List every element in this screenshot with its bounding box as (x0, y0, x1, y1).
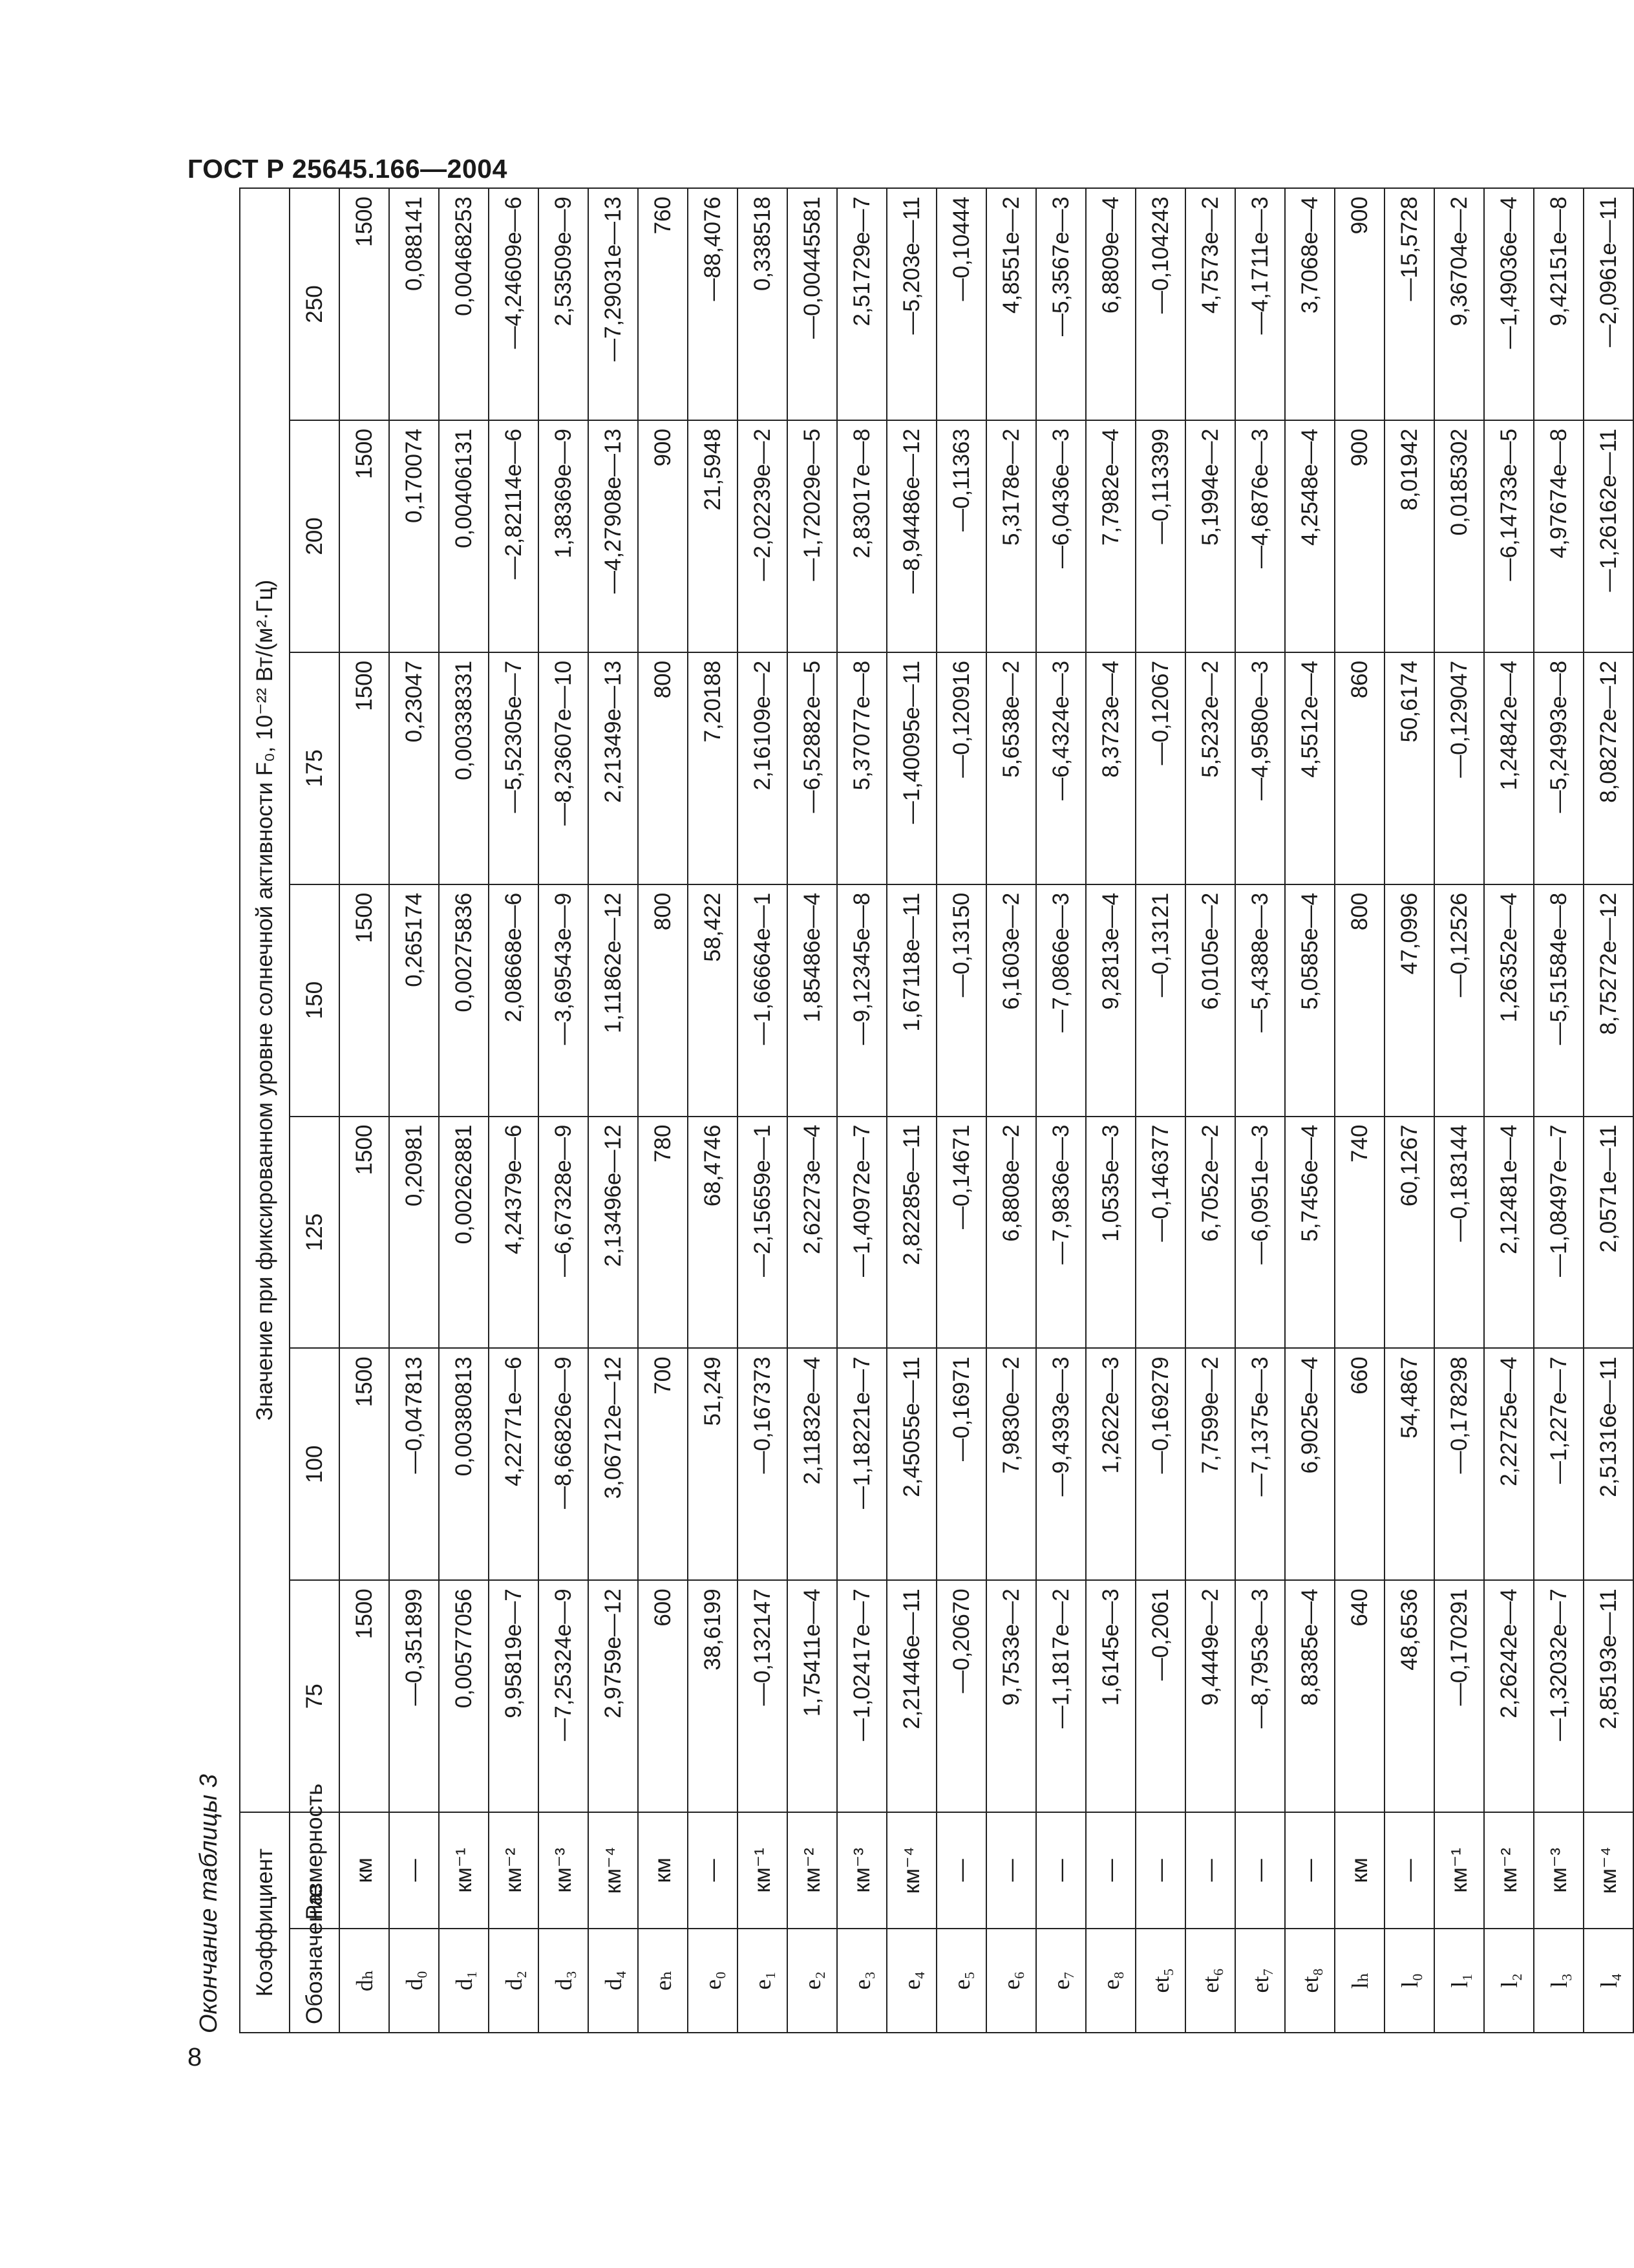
table-cell: 800 (1335, 884, 1385, 1117)
table-cell: 2,16109e—2 (737, 652, 787, 884)
table-cell: 9,36704e—2 (1434, 188, 1484, 420)
table-cell: —0,183144 (1434, 1117, 1484, 1349)
table-cell: 5,1994e—2 (1185, 420, 1235, 652)
table-cell: —9,12345e—8 (837, 884, 887, 1117)
coefficient-dimension: — (1036, 1812, 1086, 1928)
table-cell: 0,088141 (389, 188, 439, 420)
coefficient-dimension: — (1136, 1812, 1185, 1928)
table-cell: 0,338518 (737, 188, 787, 420)
table-cell: 2,82285e—11 (887, 1117, 937, 1349)
table-cell: 1500 (339, 188, 389, 420)
coefficient-dimension: км⁻² (787, 1812, 837, 1928)
table-cell: —6,14733e—5 (1484, 420, 1534, 652)
table-cell: 2,26242e—4 (1484, 1580, 1534, 1812)
table-cell: 1500 (339, 1580, 389, 1812)
coefficient-dimension: — (389, 1812, 439, 1928)
table-cell: 2,22725e—4 (1484, 1348, 1534, 1580)
table-row (937, 188, 986, 2033)
coefficient-symbol: d₄ (588, 1929, 638, 2033)
table-cell: 50,6174 (1385, 652, 1434, 884)
table-cell: —5,52305e—7 (489, 652, 538, 884)
values-group-header: Значение при фиксированном уровне солнечной активности F₀, 10⁻²² Вт/(м²·Гц) (240, 188, 290, 1812)
coefficient-symbol: e₂ (787, 1929, 837, 2033)
coefficient-dimension: км⁻¹ (1434, 1812, 1484, 1928)
table-cell: 9,95819e—7 (489, 1580, 538, 1812)
table-cell: —6,4324e—3 (1036, 652, 1086, 884)
rotated-table-block (187, 187, 1622, 2033)
table-cell: —1,32032e—7 (1534, 1580, 1584, 1812)
coefficient-dimension: — (688, 1812, 737, 1928)
coefficient-symbol: e₈ (1086, 1929, 1136, 2033)
table-cell: —8,7953e—3 (1235, 1580, 1285, 1812)
table-cell: 1,38369e—9 (538, 420, 588, 652)
table-cell: 8,01942 (1385, 420, 1434, 652)
table-row (389, 188, 439, 2033)
table-cell: —6,67328e—9 (538, 1117, 588, 1349)
coefficient-symbol: et₇ (1235, 1929, 1285, 2033)
table-cell: 1,0535e—3 (1086, 1117, 1136, 1349)
table-cell: 1,67118e—11 (887, 884, 937, 1117)
table-row (1584, 188, 1633, 2033)
table-row (787, 188, 837, 2033)
coefficient-dimension: км (1335, 1812, 1385, 1928)
table-cell: 2,85193e—11 (1584, 1580, 1633, 1812)
table-cell: —0,14671 (937, 1117, 986, 1349)
table-cell: 2,12481e—4 (1484, 1117, 1534, 1349)
table-cell: 7,20188 (688, 652, 737, 884)
coefficient-dimension: — (937, 1812, 986, 1928)
table-cell: —0,132147 (737, 1580, 787, 1812)
table-cell: —2,15659e—1 (737, 1117, 787, 1349)
table-cell: 2,0571e—11 (1584, 1117, 1633, 1349)
table-cell: 6,7052e—2 (1185, 1117, 1235, 1349)
table-cell: 6,8808e—2 (986, 1117, 1036, 1349)
coefficient-dimension: км⁻⁴ (887, 1812, 937, 1928)
table-cell: —0,146377 (1136, 1117, 1185, 1349)
table-row (1534, 188, 1584, 2033)
table-cell: 51,249 (688, 1348, 737, 1580)
table-row (1484, 188, 1534, 2033)
table-row (837, 188, 887, 2033)
table-cell: —88,4076 (688, 188, 737, 420)
document-header: ГОСТ Р 25645.166—2004 (187, 154, 507, 184)
table-cell: —1,1817e—2 (1036, 1580, 1086, 1812)
table-cell: 9,2813e—4 (1086, 884, 1136, 1117)
table-cell: —0,12067 (1136, 652, 1185, 884)
coefficient-symbol: e₆ (986, 1929, 1036, 2033)
coefficient-dimension: км⁻² (1484, 1812, 1534, 1928)
table-cell: 1,75411e—4 (787, 1580, 837, 1812)
table-cell: 3,7068e—4 (1285, 188, 1335, 420)
coefficient-dimension: км⁻³ (837, 1812, 887, 1928)
coefficients-table (239, 187, 1634, 2033)
level-header-150: 150 (290, 884, 339, 1117)
coefficient-symbol: lₕ (1335, 1929, 1385, 2033)
coefficient-symbol: l₃ (1534, 1929, 1584, 2033)
table-row (1235, 188, 1285, 2033)
table-cell: —1,40972e—7 (837, 1117, 887, 1349)
table-cell: —0,170291 (1434, 1580, 1484, 1812)
table-row (588, 188, 638, 2033)
table-cell: —0,104243 (1136, 188, 1185, 420)
table-cell: —8,66826e—9 (538, 1348, 588, 1580)
table-cell: —7,0866e—3 (1036, 884, 1086, 1117)
level-header-250: 250 (290, 188, 339, 420)
table-cell: 1,6145e—3 (1086, 1580, 1136, 1812)
coefficient-symbol: et₆ (1185, 1929, 1235, 2033)
table-cell: 8,3723e—4 (1086, 652, 1136, 884)
table-cell: 2,21446e—11 (887, 1580, 937, 1812)
table-cell: 900 (1335, 420, 1385, 652)
table-cell: 0,00262881 (439, 1117, 489, 1349)
table-cell: 700 (638, 1348, 688, 1580)
table-cell: —0,169279 (1136, 1348, 1185, 1580)
table-cell: 1500 (339, 1117, 389, 1349)
table-cell: 1,11862e—12 (588, 884, 638, 1117)
table-cell: —7,1375e—3 (1235, 1348, 1285, 1580)
table-cell: —8,23607e—10 (538, 652, 588, 884)
table-cell: 0,00577056 (439, 1580, 489, 1812)
coefficient-dimension: — (1385, 1812, 1434, 1928)
table-cell: —6,52882e—5 (787, 652, 837, 884)
level-header-125: 125 (290, 1117, 339, 1349)
table-cell: 800 (638, 884, 688, 1117)
table-cell: 4,24379e—6 (489, 1117, 538, 1349)
coefficient-symbol: l₁ (1434, 1929, 1484, 2033)
table-cell: —4,9580e—3 (1235, 652, 1285, 884)
table-cell: —1,227e—7 (1534, 1348, 1584, 1580)
table-cell: 7,9830e—2 (986, 1348, 1036, 1580)
table-cell: —1,72029e—5 (787, 420, 837, 652)
coefficient-dimension: км⁻⁴ (1584, 1812, 1633, 1928)
table-cell: —2,02239e—2 (737, 420, 787, 652)
table-cell: —0,10444 (937, 188, 986, 420)
table-cell: —0,129047 (1434, 652, 1484, 884)
coefficient-symbol: l₀ (1385, 1929, 1434, 2033)
table-cell: 58,422 (688, 884, 737, 1117)
table-cell: 740 (1335, 1117, 1385, 1349)
table-cell: 38,6199 (688, 1580, 737, 1812)
table-cell: —5,24993e—8 (1534, 652, 1584, 884)
table-cell: 600 (638, 1580, 688, 1812)
table-row (538, 188, 588, 2033)
table-cell: 0,00275836 (439, 884, 489, 1117)
table-cell: 900 (1335, 188, 1385, 420)
table-cell: —6,0436e—3 (1036, 420, 1086, 652)
table-cell: 4,97674e—8 (1534, 420, 1584, 652)
table-cell: 800 (638, 652, 688, 884)
coefficient-dimension: км⁻¹ (737, 1812, 787, 1928)
table-row (688, 188, 737, 2033)
table-cell: 2,21349e—13 (588, 652, 638, 884)
table-cell: 900 (638, 420, 688, 652)
table-cell: 860 (1335, 652, 1385, 884)
coefficient-group-header: Коэффициент (240, 1812, 290, 2033)
table-cell: 2,51729e—7 (837, 188, 887, 420)
table-cell: —3,69543e—9 (538, 884, 588, 1117)
table-cell: 8,8385e—4 (1285, 1580, 1335, 1812)
coefficient-dimension: — (1185, 1812, 1235, 1928)
table-row (339, 188, 389, 2033)
table-cell: —7,29031e—13 (588, 188, 638, 420)
table-cell: 7,7982e—4 (1086, 420, 1136, 652)
coefficient-dimension: — (1235, 1812, 1285, 1928)
table-cell: 2,51316e—11 (1584, 1348, 1633, 1580)
coefficient-symbol: d₀ (389, 1929, 439, 2033)
table-cell: —1,02417e—7 (837, 1580, 887, 1812)
table-cell: 780 (638, 1117, 688, 1349)
table-cell: —4,24609e—6 (489, 188, 538, 420)
table-cell: —0,2061 (1136, 1580, 1185, 1812)
table-cell: —9,4393e—3 (1036, 1348, 1086, 1580)
level-header-200: 200 (290, 420, 339, 652)
table-cell: —4,1711e—3 (1235, 188, 1285, 420)
table-cell: 2,13496e—12 (588, 1117, 638, 1349)
table-cell: —0,00445581 (787, 188, 837, 420)
coefficient-dimension: — (1285, 1812, 1335, 1928)
table-cell: —5,4388e—3 (1235, 884, 1285, 1117)
table-cell: —4,27908e—13 (588, 420, 638, 652)
table-cell: —6,0951e—3 (1235, 1117, 1285, 1349)
table-cell: 0,170074 (389, 420, 439, 652)
table-cell: —0,178298 (1434, 1348, 1484, 1580)
table-row (1136, 188, 1185, 2033)
table-cell: —1,40095e—11 (887, 652, 937, 884)
table-row (1434, 188, 1484, 2033)
table-row (1036, 188, 1086, 2033)
table-cell: —1,26162e—11 (1584, 420, 1633, 652)
coefficient-symbol: e₅ (937, 1929, 986, 2033)
table-cell: 60,1267 (1385, 1117, 1434, 1349)
table-row (638, 188, 688, 2033)
table-cell: 1,85486e—4 (787, 884, 837, 1117)
coefficient-dimension: км (638, 1812, 688, 1928)
table-cell: 4,5512e—4 (1285, 652, 1335, 884)
table-cell: —0,12526 (1434, 884, 1484, 1117)
coefficient-dimension: — (986, 1812, 1036, 1928)
coefficient-dimension: км⁻² (489, 1812, 538, 1928)
page-number: 8 (187, 2043, 202, 2071)
coefficient-symbol: d₃ (538, 1929, 588, 2033)
table-cell: —1,08497e—7 (1534, 1117, 1584, 1349)
coefficient-dimension: км⁻¹ (439, 1812, 489, 1928)
table-cell: 5,3178e—2 (986, 420, 1036, 652)
table-row (986, 188, 1036, 2033)
table-cell: 660 (1335, 1348, 1385, 1580)
table-row (1185, 188, 1235, 2033)
table-cell: 21,5948 (688, 420, 737, 652)
table-cell: 7,7599e—2 (1185, 1348, 1235, 1580)
coefficient-symbol: e₁ (737, 1929, 787, 2033)
table-row (489, 188, 538, 2033)
table-row (1385, 188, 1434, 2033)
table-cell: 2,11832e—4 (787, 1348, 837, 1580)
table-cell: 760 (638, 188, 688, 420)
coefficient-symbol: e₀ (688, 1929, 737, 2033)
table-cell: 6,1603e—2 (986, 884, 1036, 1117)
table-cell: 0,23047 (389, 652, 439, 884)
table-cell: 4,2548e—4 (1285, 420, 1335, 652)
table-cell: 0,0185302 (1434, 420, 1484, 652)
table-cell: 9,42151e—8 (1534, 188, 1584, 420)
table-cell: 2,9759e—12 (588, 1580, 638, 1812)
coefficient-symbol: d₂ (489, 1929, 538, 2033)
table-cell: 8,75272e—12 (1584, 884, 1633, 1117)
table-cell: 5,6538e—2 (986, 652, 1036, 884)
table-cell: —0,13150 (937, 884, 986, 1117)
table-cell: 2,45055e—11 (887, 1348, 937, 1580)
table-cell: —0,113399 (1136, 420, 1185, 652)
table-cell: 8,08272e—12 (1584, 652, 1633, 884)
table-cell: 5,37077e—8 (837, 652, 887, 884)
coefficient-dimension: км⁻⁴ (588, 1812, 638, 1928)
coefficient-symbol: e₃ (837, 1929, 887, 2033)
table-cell: —1,66664e—1 (737, 884, 787, 1117)
table-row (439, 188, 489, 2033)
coefficient-symbol: l₄ (1584, 1929, 1633, 2033)
table-row (1285, 188, 1335, 2033)
coefficient-symbol: et₈ (1285, 1929, 1335, 2033)
table-cell: 2,53509e—9 (538, 188, 588, 420)
level-header-100: 100 (290, 1348, 339, 1580)
table-cell: 0,265174 (389, 884, 439, 1117)
table-cell: —1,18221e—7 (837, 1348, 887, 1580)
dimension-column-header: Размерность (290, 1812, 339, 1928)
table-cell: 5,0585e—4 (1285, 884, 1335, 1117)
table-cell: 6,0105e—2 (1185, 884, 1235, 1117)
table-cell: 2,83017e—8 (837, 420, 887, 652)
table-cell: 68,4746 (688, 1117, 737, 1349)
table-caption: Окончание таблицы 3 (195, 1774, 222, 2033)
table-cell: —5,51584e—8 (1534, 884, 1584, 1117)
table-cell: 0,20981 (389, 1117, 439, 1349)
coefficient-dimension: км (339, 1812, 389, 1928)
table-cell: 4,7573e—2 (1185, 188, 1235, 420)
level-header-175: 175 (290, 652, 339, 884)
table-cell: 0,00380813 (439, 1348, 489, 1580)
table-cell: 5,5232e—2 (1185, 652, 1235, 884)
table-cell: 9,4449e—2 (1185, 1580, 1235, 1812)
table-cell: —0,351899 (389, 1580, 439, 1812)
table-cell: 1500 (339, 1348, 389, 1580)
table-cell: —5,203e—11 (887, 188, 937, 420)
coefficient-dimension: км⁻³ (1534, 1812, 1584, 1928)
table-cell: —2,82114e—6 (489, 420, 538, 652)
table-row (1086, 188, 1136, 2033)
table-cell: 4,8551e—2 (986, 188, 1036, 420)
table-cell: 1,26352e—4 (1484, 884, 1534, 1117)
table-cell: 1,24842e—4 (1484, 652, 1534, 884)
table-cell: 9,7533e—2 (986, 1580, 1036, 1812)
table-cell: 0,00468253 (439, 188, 489, 420)
table-cell: —0,20670 (937, 1580, 986, 1812)
table-cell: —0,167373 (737, 1348, 787, 1580)
table-cell: 2,08668e—6 (489, 884, 538, 1117)
table-cell: 6,9025e—4 (1285, 1348, 1335, 1580)
table-cell: —0,11363 (937, 420, 986, 652)
table-cell: 1500 (339, 652, 389, 884)
table-cell: —4,6876e—3 (1235, 420, 1285, 652)
table-row (737, 188, 787, 2033)
table-cell: —15,5728 (1385, 188, 1434, 420)
table-row (1335, 188, 1385, 2033)
coefficient-symbol: et₅ (1136, 1929, 1185, 2033)
coefficient-symbol: e₇ (1036, 1929, 1086, 2033)
coefficient-symbol: eₕ (638, 1929, 688, 2033)
table-cell: —0,047813 (389, 1348, 439, 1580)
table-cell: 5,7456e—4 (1285, 1117, 1335, 1349)
table-cell: —2,0961e—11 (1584, 188, 1633, 420)
coefficient-symbol: e₄ (887, 1929, 937, 2033)
coefficient-symbol: dₕ (339, 1929, 389, 2033)
table-cell: 1500 (339, 420, 389, 652)
table-cell: —0,120916 (937, 652, 986, 884)
table-cell: —0,16971 (937, 1348, 986, 1580)
table-cell: 48,6536 (1385, 1580, 1434, 1812)
table-cell: —7,9836e—3 (1036, 1117, 1086, 1349)
table-cell: 54,4867 (1385, 1348, 1434, 1580)
table-cell: 0,00406131 (439, 420, 489, 652)
symbol-column-header: Обозначение (290, 1929, 339, 2033)
table-cell: 1500 (339, 884, 389, 1117)
table-cell: —5,3567e—3 (1036, 188, 1086, 420)
table-cell: —7,25324e—9 (538, 1580, 588, 1812)
table-cell: 6,8809e—4 (1086, 188, 1136, 420)
table-row (887, 188, 937, 2033)
level-header-75: 75 (290, 1580, 339, 1812)
table-cell: —1,49036e—4 (1484, 188, 1534, 420)
table-cell: 4,22771e—6 (489, 1348, 538, 1580)
table-cell: 47,0996 (1385, 884, 1434, 1117)
coefficient-dimension: — (1086, 1812, 1136, 1928)
table-cell: 1,2622e—3 (1086, 1348, 1136, 1580)
table-cell: —0,13121 (1136, 884, 1185, 1117)
coefficient-dimension: км⁻³ (538, 1812, 588, 1928)
table-cell: 0,00338331 (439, 652, 489, 884)
coefficient-symbol: l₂ (1484, 1929, 1534, 2033)
table-cell: 640 (1335, 1580, 1385, 1812)
table-cell: 3,06712e—12 (588, 1348, 638, 1580)
table-cell: —8,94486e—12 (887, 420, 937, 652)
coefficient-symbol: d₁ (439, 1929, 489, 2033)
table-body (339, 188, 1633, 2033)
table-cell: 2,62273e—4 (787, 1117, 837, 1349)
